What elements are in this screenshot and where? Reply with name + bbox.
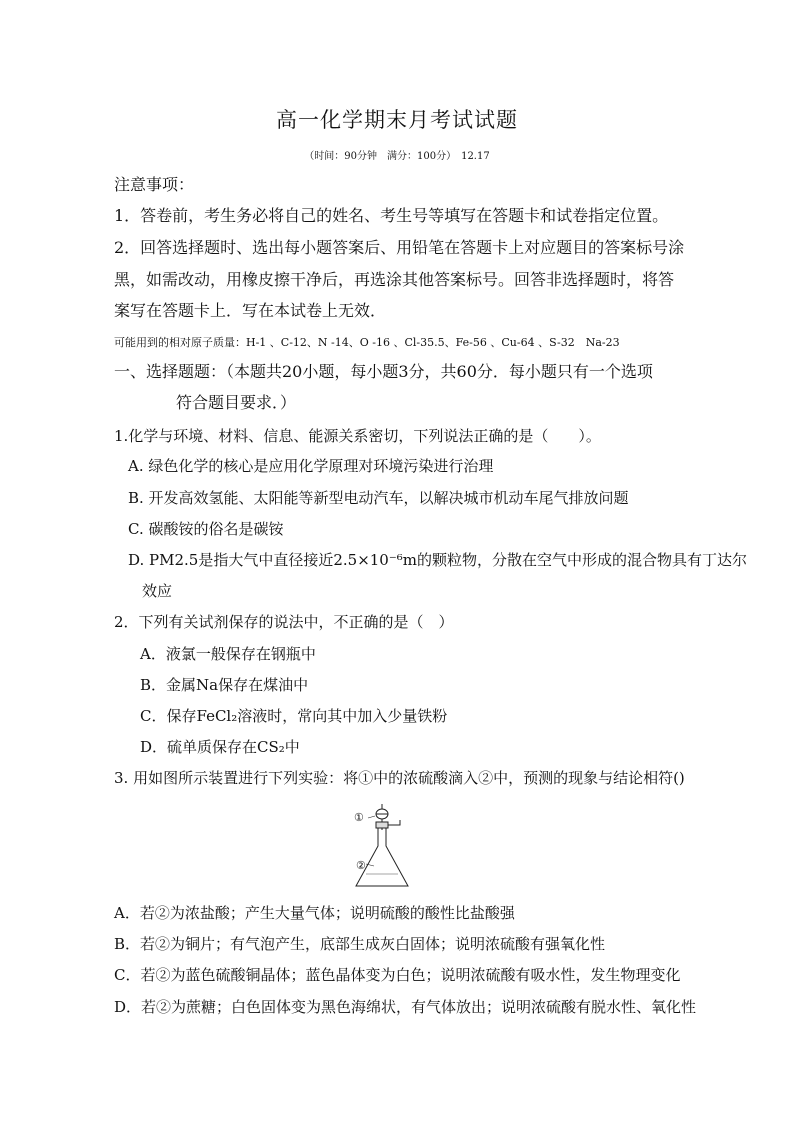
apparatus-label-2: ②: [356, 859, 366, 872]
q3-option-a: A．若②为浓盐酸；产生大量气体；说明硫酸的酸性比盐酸强: [114, 904, 515, 922]
atomic-masses: 可能用到的相对原子质量：H-1 、C-12、N -14、O -16 、Cl-35.5、Fe-56 、Cu-64 、S-32 Na-23: [114, 336, 620, 349]
q2-option-c: C．保存FeCl₂溶液时，常向其中加入少量铁粉: [140, 707, 448, 725]
q3-option-b: B．若②为铜片；有气泡产生，底部生成灰白固体；说明浓硫酸有强氧化性: [114, 935, 606, 953]
notice-item-2-line3: 案写在答题卡上．写在本试卷上无效．: [114, 301, 387, 320]
q1-option-c: C. 碳酸铵的俗名是碳铵: [128, 520, 284, 538]
q1-option-a: A. 绿色化学的核心是应用化学原理对环境污染进行治理: [128, 457, 494, 475]
exam-info: （时间：90分钟 满分：100分） 12.17: [304, 151, 490, 162]
apparatus-label-1: ①: [354, 811, 364, 824]
section-heading-line2: 符合题目要求．）: [176, 393, 297, 412]
notice-item-1: 1．答卷前，考生务必将自己的姓名、考生号等填写在答题卡和试卷指定位置。: [114, 206, 669, 225]
q2-stem: 2．下列有关试剂保存的说法中，不正确的是（ ）: [114, 613, 454, 631]
q2-option-d: D．硫单质保存在CS₂中: [140, 738, 300, 756]
q1-option-b: B. 开发高效氢能、太阳能等新型电动汽车，以解决城市机动车尾气排放问题: [128, 489, 629, 507]
notice-item-2-line1: 2．回答选择题时、选出每小题答案后、用铅笔在答题卡上对应题目的答案标号涂: [114, 238, 685, 257]
notice-item-2-line2: 黑，如需改动，用橡皮擦干净后，再选涂其他答案标号。回答非选择题时，将答: [114, 270, 675, 289]
notice-heading: 注意事项：: [114, 175, 195, 194]
q2-option-b: B．金属Na保存在煤油中: [140, 676, 309, 694]
q3-option-c: C．若②为蓝色硫酸铜晶体；蓝色晶体变为白色；说明浓硫酸有吸水性，发生物理变化: [114, 966, 681, 984]
q3-option-d: D．若②为蔗糖；白色固体变为黑色海绵状，有气体放出；说明浓硫酸有脱水性、氧化性: [114, 998, 697, 1016]
q1-option-d-line2: 效应: [142, 582, 173, 600]
q1-stem: 1.化学与环境、材料、信息、能源关系密切，下列说法正确的是（ ）。: [114, 427, 601, 445]
q1-option-d-line1: D. PM2.5是指大气中直径接近2.5×10⁻⁶m的颗粒物，分散在空气中形成的混合物具有丁达尔: [128, 551, 748, 569]
page-title: 高一化学期末月考试试题: [276, 108, 518, 132]
q3-stem: 3. 用如图所示装置进行下列实验：将①中的浓硫酸滴入②中，预测的现象与结论相符(): [114, 769, 685, 787]
q2-option-a: A．液氯一般保存在钢瓶中: [140, 645, 316, 663]
section-heading-line1: 一、选择题题：（本题共20小题，每小题3分，共60分．每小题只有一个选项: [114, 362, 653, 381]
